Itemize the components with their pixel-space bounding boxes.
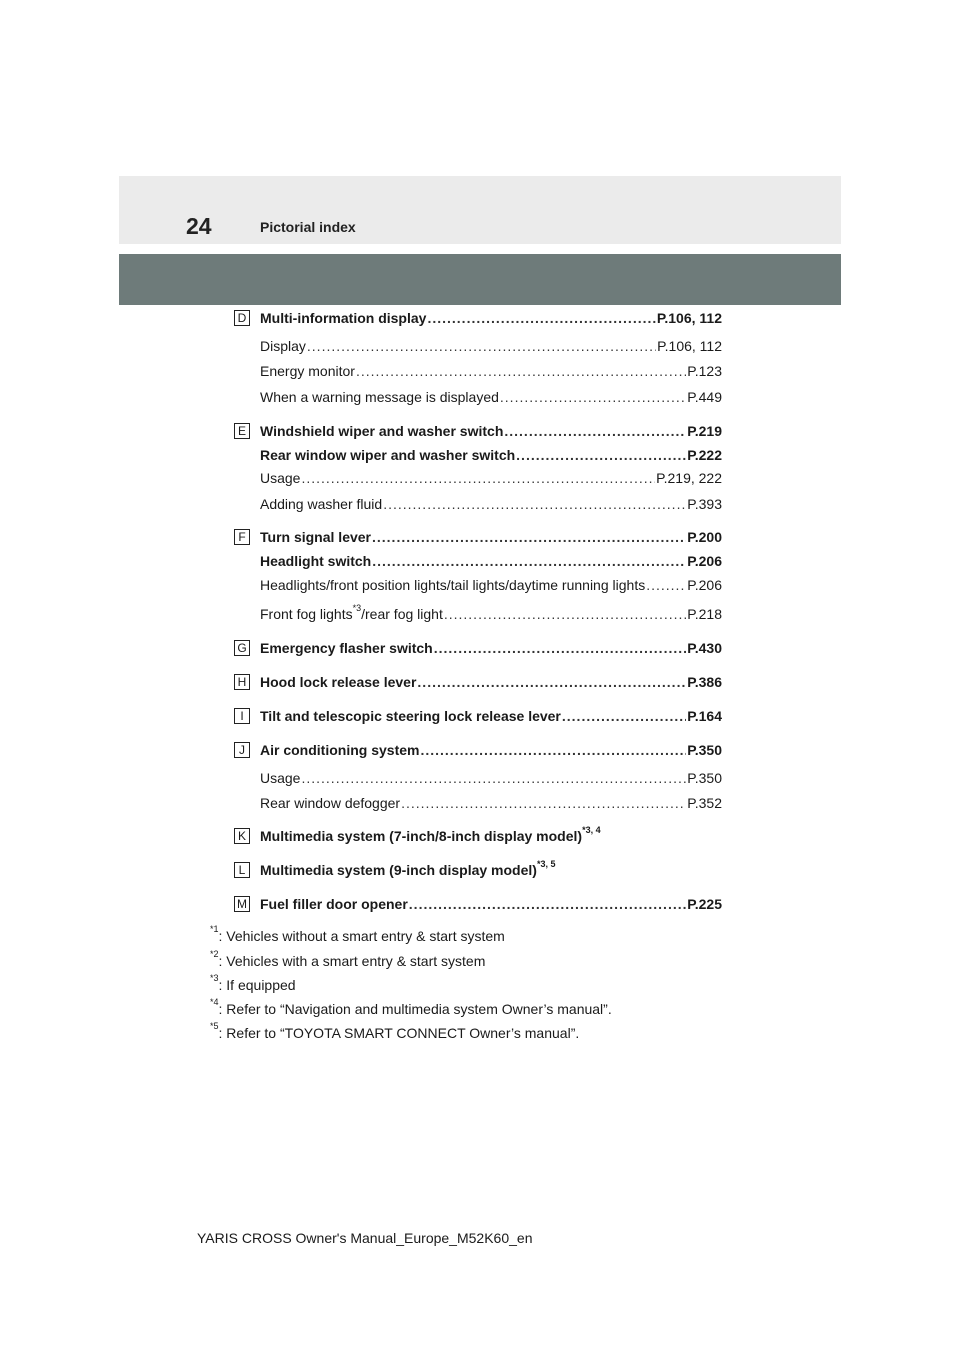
section-badge: F — [234, 529, 250, 545]
page-reference[interactable]: P.393 — [687, 496, 722, 512]
index-entry — [260, 553, 722, 569]
footnote-ref: *3, 5 — [536, 859, 556, 870]
page-reference[interactable]: P.106, 112 — [657, 338, 722, 354]
index-entry — [260, 674, 722, 690]
footnote-text: : Refer to “Navigation and multimedia system Owner’s manual”. — [218, 1001, 612, 1017]
entry-label-text: Energy monitor — [260, 363, 355, 379]
entry-label — [260, 770, 300, 786]
entry-label — [260, 553, 371, 569]
footer-text: YARIS CROSS Owner's Manual_Europe_M52K60_en — [197, 1230, 533, 1246]
entry-label-text: Multimedia system (7-inch/8-inch display model) — [260, 828, 583, 844]
index-entry — [260, 447, 722, 463]
entry-label-text: Rear window defogger — [260, 795, 401, 811]
footnote-mark: *2 — [210, 949, 219, 960]
entry-label — [260, 310, 426, 326]
leader-dots — [427, 310, 655, 326]
entry-label-text: Rear window wiper and washer switch — [260, 447, 516, 463]
index-entry — [260, 708, 722, 724]
page-reference[interactable]: P.218 — [687, 606, 722, 622]
page-reference[interactable]: P.225 — [687, 896, 722, 912]
page-reference[interactable]: P.430 — [687, 640, 722, 656]
page-reference[interactable]: P.350 — [687, 770, 722, 786]
index-entry — [260, 770, 722, 786]
entry-label-text: Front fog lights — [260, 606, 353, 622]
section-badge: E — [234, 423, 250, 439]
leader-dots — [401, 795, 686, 811]
footnote-text: : Vehicles with a smart entry & start system — [218, 953, 486, 969]
leader-dots — [420, 742, 686, 758]
page-reference[interactable]: P.106, 112 — [656, 310, 722, 326]
index-entry — [260, 859, 722, 878]
entry-label — [260, 603, 443, 622]
entry-label-text: Windshield wiper and washer switch — [260, 423, 504, 439]
footnote-text: : If equipped — [218, 977, 296, 993]
entry-label — [260, 859, 556, 878]
entry-label — [260, 577, 645, 593]
entry-label-text: Usage — [260, 770, 301, 786]
index-entry — [260, 470, 722, 486]
footnote — [210, 973, 296, 993]
page-reference[interactable]: P.219 — [687, 423, 722, 439]
section-badge: D — [234, 310, 250, 326]
index-entry — [260, 338, 722, 354]
section-title: Pictorial index — [260, 219, 356, 235]
footnote-text: : Refer to “TOYOTA SMART CONNECT Owner’s manual”. — [218, 1025, 580, 1041]
page-reference[interactable]: P.449 — [687, 389, 722, 405]
entry-label-text: When a warning message is displayed — [260, 389, 499, 405]
page-reference[interactable]: P.164 — [687, 708, 722, 724]
entry-label — [260, 795, 400, 811]
entry-label — [260, 363, 355, 379]
leader-dots — [434, 640, 686, 656]
index-entry — [260, 389, 722, 405]
section-badge: K — [234, 828, 250, 844]
page-reference[interactable]: P.206 — [687, 553, 722, 569]
entry-label — [260, 470, 300, 486]
page-reference[interactable]: P.200 — [687, 529, 722, 545]
page-reference[interactable]: P.219, 222 — [656, 470, 722, 486]
leader-dots — [444, 606, 686, 622]
index-entry — [260, 640, 722, 656]
leader-dots — [500, 389, 686, 405]
entry-label — [260, 825, 601, 844]
index-entry — [260, 496, 722, 512]
entry-label — [260, 389, 499, 405]
entry-label-text: Usage — [260, 470, 301, 486]
index-entry — [260, 363, 722, 379]
entry-label — [260, 742, 419, 758]
entry-label-text: Fuel filler door opener — [260, 896, 408, 912]
leader-dots — [372, 553, 686, 569]
leader-dots — [417, 674, 686, 690]
entry-label — [260, 496, 382, 512]
page-reference[interactable]: P.123 — [687, 363, 722, 379]
footnote — [210, 949, 486, 969]
section-badge: J — [234, 742, 250, 758]
leader-dots — [372, 529, 686, 545]
leader-dots — [307, 338, 656, 354]
section-badge: H — [234, 674, 250, 690]
index-entry — [260, 310, 722, 326]
entry-label-suffix: /rear fog light — [361, 606, 443, 622]
entry-label-text: Headlights/front position lights/tail lights/daytime running lights — [260, 577, 646, 593]
entry-label — [260, 447, 515, 463]
footnote — [210, 1021, 580, 1041]
entry-label — [260, 338, 306, 354]
section-badge: G — [234, 640, 250, 656]
entry-label-text: Display — [260, 338, 306, 354]
entry-label — [260, 708, 561, 724]
section-banner — [119, 254, 841, 305]
section-badge: I — [234, 708, 250, 724]
index-entry — [260, 825, 722, 844]
page-reference[interactable]: P.206 — [687, 577, 722, 593]
index-entry — [260, 577, 722, 593]
entry-label-text: Headlight switch — [260, 553, 372, 569]
leader-dots — [646, 577, 686, 593]
footnote-mark: *4 — [210, 997, 219, 1008]
footnote-ref: *3 — [352, 603, 362, 614]
index-entry — [260, 896, 722, 912]
footnote — [210, 997, 612, 1017]
page-reference[interactable]: P.352 — [687, 795, 722, 811]
footnote-mark: *5 — [210, 1021, 219, 1032]
index-entry — [260, 795, 722, 811]
leader-dots — [383, 496, 686, 512]
entry-label — [260, 640, 433, 656]
footnote-mark: *3 — [210, 973, 219, 984]
leader-dots — [516, 447, 686, 463]
entry-label-text: Multi-information display — [260, 310, 427, 326]
entry-label — [260, 423, 503, 439]
footnote — [210, 924, 505, 944]
section-badge: M — [234, 896, 250, 912]
page-reference[interactable]: P.350 — [687, 742, 722, 758]
section-badge: L — [234, 862, 250, 878]
footnote-text: : Vehicles without a smart entry & start system — [218, 928, 505, 944]
entry-label-text: Multimedia system (9-inch display model) — [260, 862, 537, 878]
index-entry — [260, 742, 722, 758]
page-number: 24 — [186, 213, 212, 239]
index-entry — [260, 529, 722, 545]
leader-dots — [504, 423, 686, 439]
page-reference[interactable]: P.386 — [687, 674, 722, 690]
index-entry — [260, 423, 722, 439]
entry-label — [260, 529, 371, 545]
leader-dots — [562, 708, 686, 724]
footnote-mark: *1 — [210, 924, 219, 935]
index-entry — [260, 603, 722, 622]
entry-label-text: Adding washer fluid — [260, 496, 383, 512]
entry-label-text: Air conditioning system — [260, 742, 420, 758]
leader-dots — [409, 896, 686, 912]
leader-dots — [301, 770, 686, 786]
page-reference[interactable]: P.222 — [687, 447, 722, 463]
entry-label — [260, 674, 416, 690]
leader-dots — [356, 363, 686, 379]
entry-label-text: Tilt and telescopic steering lock release lever — [260, 708, 561, 724]
entry-label-text: Hood lock release lever — [260, 674, 417, 690]
footnote-ref: *3, 4 — [582, 825, 601, 836]
entry-label-text: Emergency flasher switch — [260, 640, 433, 656]
entry-label-text: Turn signal lever — [260, 529, 371, 545]
header-band — [119, 176, 841, 244]
leader-dots — [301, 470, 655, 486]
entry-label — [260, 896, 408, 912]
